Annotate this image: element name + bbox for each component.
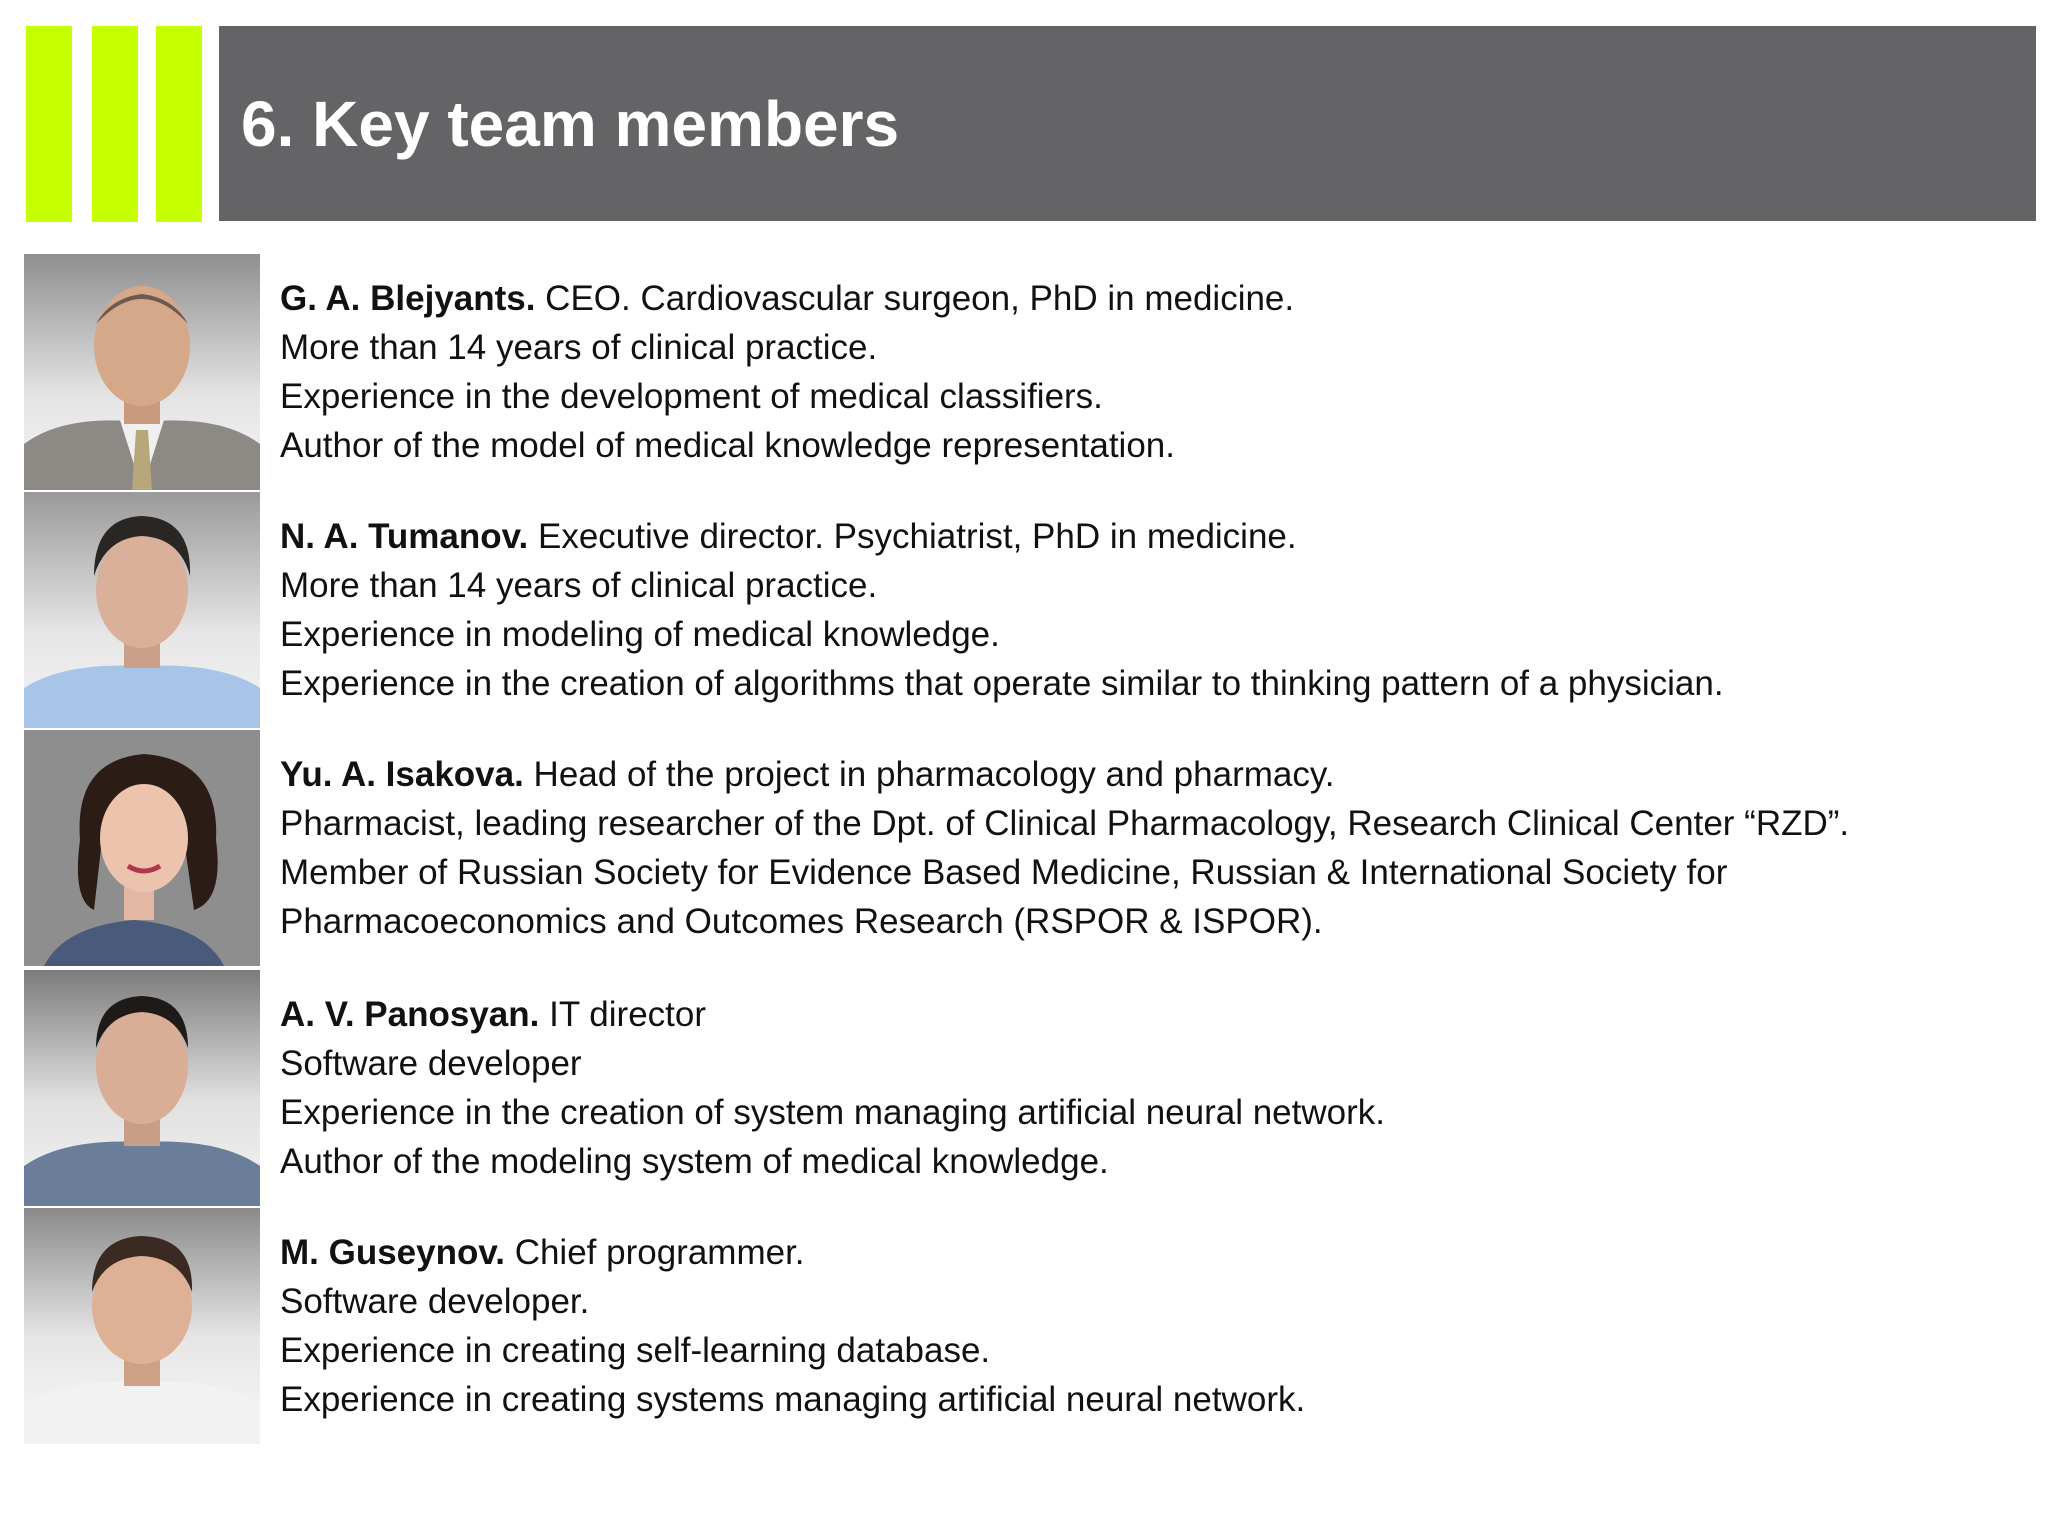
member-bio-line: Pharmacoeconomics and Outcomes Research (RSPOR & ISPOR). (280, 902, 1323, 941)
member-bio-line: Pharmacist, leading researcher of the Dpt. of Clinical Pharmacology, Research Clinical Center “RZD”. (280, 804, 1850, 843)
member-name: M. Guseynov. (280, 1233, 505, 1272)
member-bio-line: Experience in modeling of medical knowledge. (280, 615, 1000, 654)
member-photo (24, 730, 260, 966)
member-bio-line (280, 750, 1849, 799)
member-bio-line: Member of Russian Society for Evidence Based Medicine, Russian & International Society for (280, 853, 1728, 892)
member-bio-line (280, 990, 1385, 1039)
member-name: A. V. Panosyan. (280, 995, 540, 1034)
member-photo (24, 492, 260, 728)
accent-bars (26, 26, 204, 222)
member-bio-line: Author of the model of medical knowledge representation. (280, 426, 1175, 465)
member-bio (280, 990, 1385, 1186)
member-bio-line (280, 1228, 1305, 1277)
member-bio-line: Experience in the creation of system managing artificial neural network. (280, 1093, 1385, 1132)
accent-bar (156, 26, 202, 222)
member-bio-line: Software developer. (280, 1282, 590, 1321)
member-name: G. A. Blejyants. (280, 279, 536, 318)
member-bio-line (280, 512, 1724, 561)
member-bio (280, 274, 1294, 470)
accent-bar (92, 26, 138, 222)
member-bio-line (280, 274, 1294, 323)
slide-title: 6. Key team members (241, 88, 900, 160)
member-role: IT director (539, 995, 707, 1034)
member-role: Chief programmer. (504, 1233, 805, 1272)
slide-header (219, 26, 2036, 221)
member-photo (24, 970, 260, 1206)
member-bio (280, 750, 1849, 946)
member-bio-line: Experience in creating self-learning database. (280, 1331, 991, 1370)
member-bio-line: Experience in the creation of algorithms that operate similar to thinking pattern of a physician. (280, 664, 1724, 703)
member-bio (280, 512, 1724, 708)
member-bio (280, 1228, 1305, 1424)
member-bio-line: Experience in creating systems managing artificial neural network. (280, 1380, 1306, 1419)
member-name: Yu. A. Isakova. (280, 755, 524, 794)
member-bio-line: More than 14 years of clinical practice. (280, 566, 878, 605)
member-role: Head of the project in pharmacology and pharmacy. (523, 755, 1335, 794)
member-role: Executive director. Psychiatrist, PhD in medicine. (528, 517, 1297, 556)
member-photo (24, 1208, 260, 1444)
member-photo (24, 254, 260, 490)
accent-bar (26, 26, 72, 222)
member-name: N. A. Tumanov. (280, 517, 529, 556)
member-bio-line: Software developer (280, 1044, 582, 1083)
member-bio-line: More than 14 years of clinical practice. (280, 328, 878, 367)
member-bio-line: Author of the modeling system of medical knowledge. (280, 1142, 1109, 1181)
member-bio-line: Experience in the development of medical classifiers. (280, 377, 1103, 416)
member-role: CEO. Cardiovascular surgeon, PhD in medicine. (535, 279, 1295, 318)
